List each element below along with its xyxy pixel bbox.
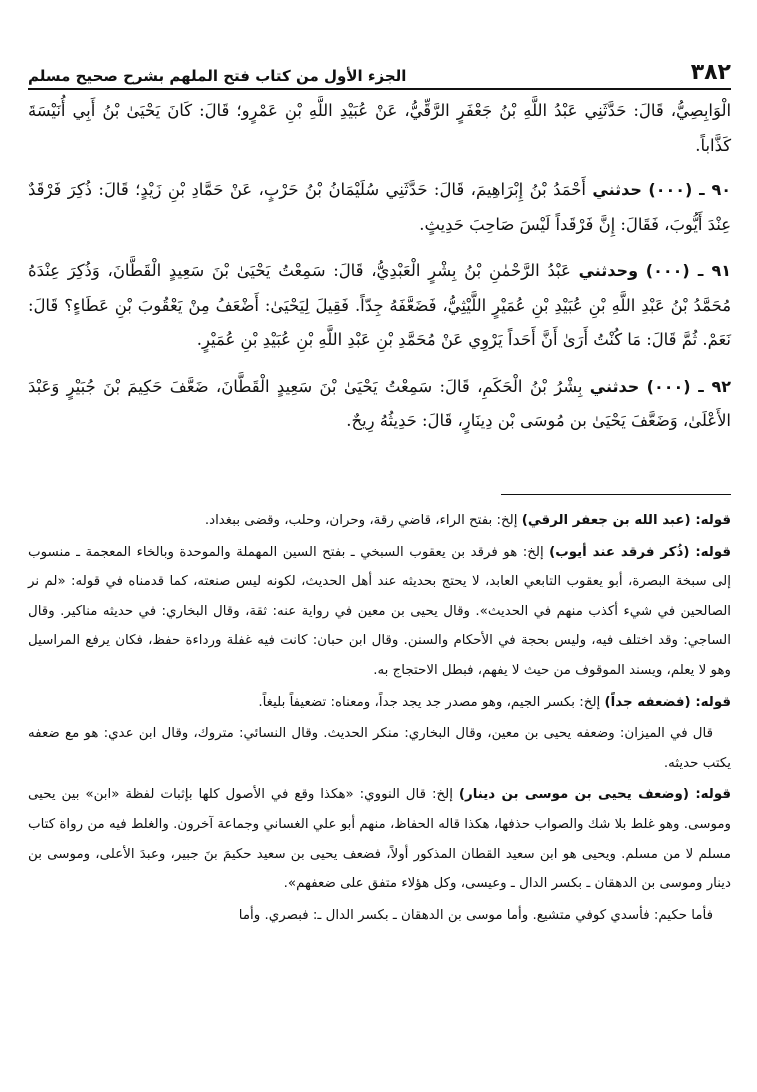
commentary-paragraph [28, 688, 731, 718]
hadith-number: ٩١ ـ (٠٠٠) [645, 261, 731, 280]
hadith-keyword: حدثني [592, 180, 642, 199]
commentary-text: إلخ: قال النووي: «هكذا وقع في الأصول كلها بإثبات لفظة «ابن» بين يحيى وموسى. وهو غلط بلا شك والصواب حذفها، هكذا قاله الحفاظ، منهم أبو علي الغساني وجماعة آخرون. والغلط فيه من رواة كتاب مسلم لا من مسلم. ويحيى هو ابن سعيد القطان المذكور أولاً، فضعف يحيى بن سعيد حكيمَ بنَ جبير، وعبدَ الأعلى، وموسى بن دينار وموسى بن الدهقان ـ بكسر الدال ـ وعيسى، وكل هؤلاء متفق على ضعفهم». [28, 787, 731, 892]
commentary-paragraph [28, 538, 731, 686]
hadith-paragraph [28, 254, 731, 358]
commentary-paragraph [28, 780, 731, 898]
commentary-text: قال في الميزان: وضعفه يحيى بن معين، وقال البخاري: منكر الحديث. وقال النسائي: متروك، وقال ابن عدي: هو مع ضعفه يكتب حديثه. [28, 726, 731, 771]
hadith-number: ٩٢ ـ (٠٠٠) [646, 376, 731, 396]
commentary-lead: قوله: (فضعفه جداً) [604, 694, 731, 710]
commentary-text: إلخ: هو فرقد بن يعقوب السبخي ـ بفتح السين المهملة والموحدة وبالخاء المعجمة ـ منسوب إلى سبخة البصرة، أبو يعقوب التابعي العابد، لا يحتج بحديثه عند أهل الحديث، لكونه ليس صنعته، كما قدمناه في قوله: «لم نر الصالحين في شيء أكذب منهم في الحديث». وقال يحيى بن معين في رواية عنه: ثقة، وقال البخاري: في حديثه مناكير. وقال الساجي: وقد اختلف فيه، وليس بحجة في الأحكام والسنن. وقال ابن حبان: كانت فيه غفلة ورداءة حفظ، فكان يرفع المراسيل وهو لا يعلم، ويسند الموقوف من حيث لا يفهم، فبطل الاحتجاج به. [28, 544, 731, 678]
commentary-lead: قوله: (عبد الله بن جعفر الرقي) [521, 513, 731, 528]
hadith-text-block [28, 94, 731, 451]
hadith-text: الْوَابِصِيُّ، قَالَ: حَدَّثَنِي عَبْدُ اللَّهِ بْنُ جَعْفَرٍ الرَّقِّيُّ، عَنْ عُبَيْدِ اللَّهِ بْنِ عَمْرٍو؛ قَالَ: كَانَ يَحْيَىٰ بْنُ أَبِي أُنَيْسَةَ كَذَّاباً. [28, 101, 731, 155]
page-header [28, 48, 731, 90]
commentary-paragraph [28, 901, 731, 931]
page-number: ٣٨٢ [690, 60, 731, 85]
commentary-lead: قوله: (وضعف يحيى بن موسى بن دينار) [458, 787, 731, 803]
commentary-text: إلخ: بفتح الراء، قاضي رقة، وحران، وحلب، وقضى ببغداد. [204, 513, 522, 528]
hadith-paragraph [28, 173, 731, 242]
hadith-keyword: وحدثني [578, 261, 639, 280]
hadith-text: أَحْمَدُ بْنُ إِبْرَاهِيمَ، قَالَ: حَدَّثَنِي سُلَيْمَانُ بْنُ حَرْبٍ، عَنْ حَمَّادِ بْنِ زَيْدٍ؛ قَالَ: ذُكِرَ فَرْقَدٌ عِنْدَ أَيُّوبَ، فَقَالَ: إِنَّ فَرْقَداً لَيْسَ صَاحِبَ حَدِيثٍ. [28, 180, 731, 234]
commentary-text: إلخ: بكسر الجيم، وهو مصدر جد يجد جداً، ومعناه: تضعيفاً بليغاً. [258, 694, 605, 710]
hadith-paragraph [28, 370, 731, 439]
commentary-text: فأما حكيم: فأسدي كوفي متشيع. وأما موسى بن الدهقان ـ بكسر الدال ـ: فبصري. وأما [238, 907, 713, 923]
commentary-block [28, 506, 731, 932]
hadith-keyword: حدثني [589, 376, 640, 396]
running-title: الجزء الأول من كتاب فتح الملهم بشرح صحيح مسلم [28, 67, 407, 85]
commentary-paragraph [28, 719, 731, 778]
hadith-text: عَبْدُ الرَّحْمٰنِ بْنُ بِشْرٍ الْعَبْدِيُّ، قَالَ: سَمِعْتُ يَحْيَىٰ بْنَ سَعِيدٍ الْقَطَّانَ، وَذُكِرَ عِنْدَهُ مُحَمَّدُ بْنُ عَبْدِ اللَّهِ بْنِ عُبَيْدِ بْنِ عُمَيْرٍ اللَّيْثِيُّ، فَضَعَّفَهُ جِدّاً. فَقِيلَ لِيَحْيَىٰ: أَضْعَفُ مِنْ يَعْقُوبَ بْنِ عَطَاءٍ؟ قَالَ: نَعَمْ. ثُمَّ قَالَ: مَا كُنْتُ أَرَىٰ أَنَّ أَحَداً يَرْوِي عَنْ مُحَمَّدِ بْنِ عَبْدِ اللَّهِ بْنِ عُبَيْدِ بْنِ عُمَيْرٍ. [28, 261, 731, 349]
hadith-text: بِشْرُ بْنُ الْحَكَمِ، قَالَ: سَمِعْتُ يَحْيَىٰ بْنَ سَعِيدٍ الْقَطَّانَ، ضَعَّفَ حَكِيمَ بْنَ جُبَيْرٍ وَعَبْدَ الأَعْلَىٰ، وَضَعَّفَ يَحْيَىٰ بن مُوسَى بْن دِينَارٍ، قَالَ: حَدِيثُهُ رِيحٌ. [28, 376, 731, 430]
hadith-paragraph [28, 94, 731, 163]
commentary-paragraph [28, 506, 731, 536]
commentary-lead: قوله: (ذُكر فرقد عند أيوب) [549, 544, 731, 560]
hadith-number: ٩٠ ـ (٠٠٠) [648, 180, 732, 199]
footnote-divider [501, 494, 731, 495]
